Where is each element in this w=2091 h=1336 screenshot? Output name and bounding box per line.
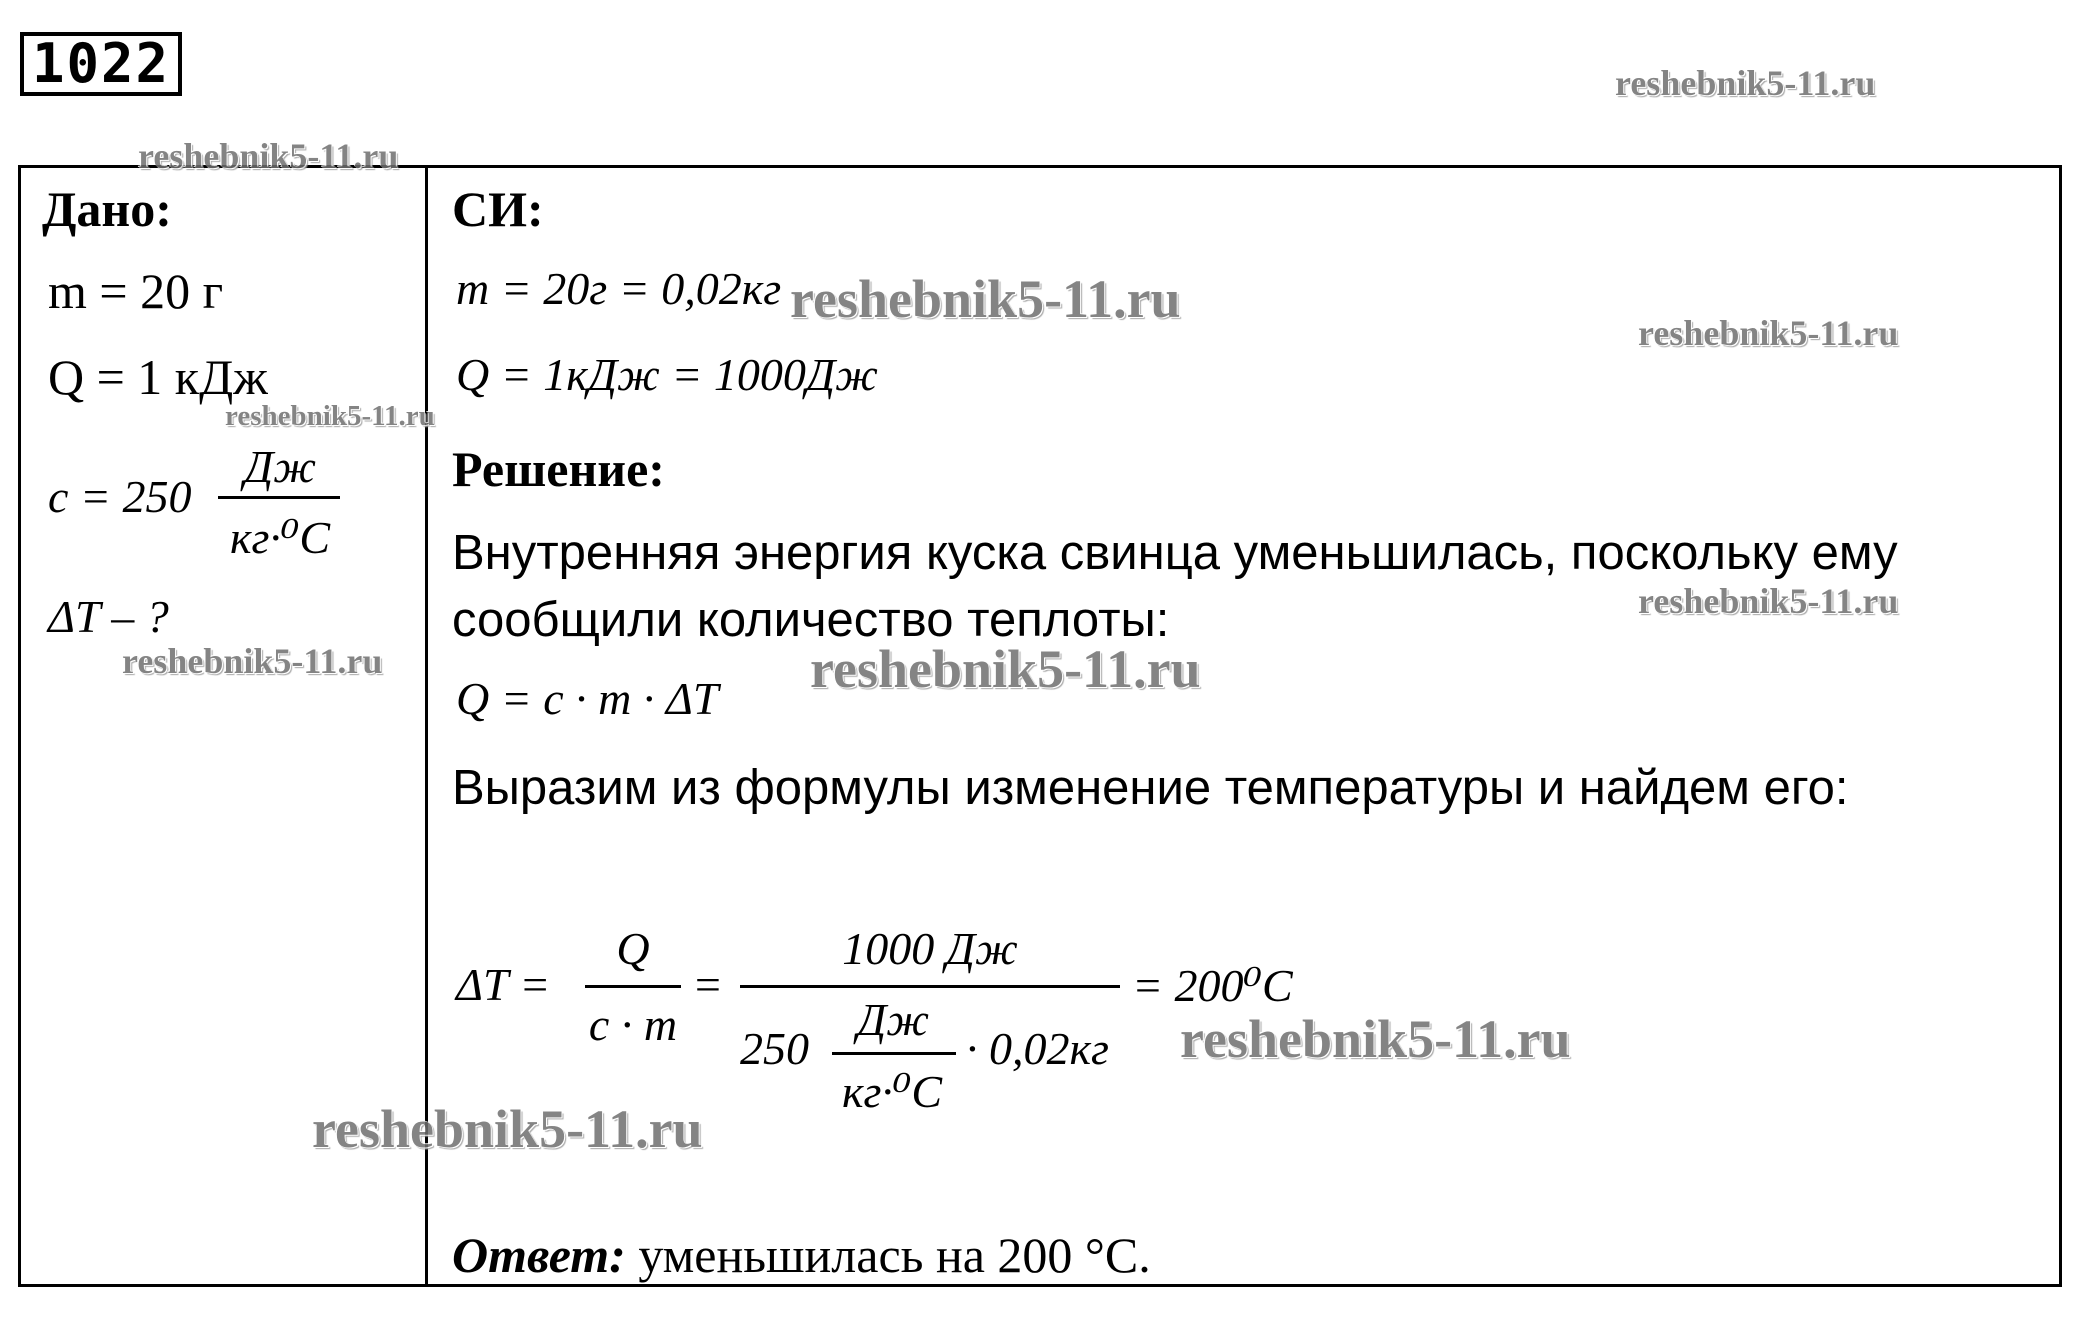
- watermark: reshebnik5-11.ru: [1638, 581, 1899, 621]
- watermark: reshebnik5-11.ru: [790, 269, 1181, 329]
- solution-frame: [18, 165, 2062, 1287]
- solution-text-line2: сообщили количество теплоты:: [452, 593, 1170, 647]
- solution-formula-heat: Q = c · m · ΔT: [456, 673, 719, 724]
- given-mass: m = 20 г: [48, 263, 224, 319]
- equation-result: = 200⁰C: [1132, 960, 1293, 1011]
- equation-equals: =: [692, 959, 724, 1010]
- equation-fraction2-den-unit-bar: [832, 1052, 956, 1055]
- equation-fraction1-denominator: c · m: [588, 999, 678, 1050]
- given-heat: Q = 1 кДж: [48, 349, 268, 405]
- watermark: reshebnik5-11.ru: [1638, 313, 1899, 353]
- equation-fraction2-numerator: 1000 Дж: [842, 923, 1018, 974]
- column-divider: [425, 165, 428, 1287]
- watermark: reshebnik5-11.ru: [1180, 1009, 1571, 1069]
- problem-number: 1022: [20, 32, 182, 96]
- given-capacity-prefix: c = 250: [48, 471, 192, 522]
- solution-text-line1: Внутренняя энергия куска свинца уменьшилась, поскольку ему: [452, 526, 1898, 580]
- given-heading: Дано:: [42, 181, 172, 237]
- given-capacity-fraction-bar: [218, 496, 340, 499]
- given-capacity-unit-num: Дж: [243, 441, 317, 492]
- equation-fraction2-den-suffix: · 0,02кг: [966, 1023, 1109, 1074]
- equation-fraction2-den-unit-num: Дж: [856, 994, 930, 1045]
- watermark: reshebnik5-11.ru: [225, 400, 435, 432]
- given-unknown: ΔT – ?: [48, 591, 169, 642]
- watermark: reshebnik5-11.ru: [138, 136, 399, 176]
- watermark: reshebnik5-11.ru: [122, 641, 383, 681]
- equation-fraction2-bar: [740, 985, 1120, 988]
- watermark: reshebnik5-11.ru: [1615, 63, 1876, 103]
- equation-fraction2-den-prefix: 250: [740, 1023, 809, 1074]
- si-heat: Q = 1кДж = 1000Дж: [456, 349, 878, 400]
- answer-line: [452, 1226, 1151, 1284]
- answer-label: Ответ:: [452, 1227, 626, 1283]
- answer-text: уменьшилась на 200 °C.: [625, 1227, 1151, 1283]
- solution-text-line3: Выразим из формулы изменение температуры и найдем его:: [452, 761, 1849, 815]
- si-heading: СИ:: [452, 181, 544, 237]
- watermark: reshebnik5-11.ru: [810, 639, 1201, 699]
- watermark: reshebnik5-11.ru: [312, 1099, 703, 1159]
- equation-fraction1-bar: [585, 985, 681, 988]
- solution-heading: Решение:: [452, 441, 665, 497]
- equation-fraction1-numerator: Q: [616, 923, 650, 974]
- equation-fraction2-den-unit-den: кг·⁰C: [841, 1066, 943, 1117]
- equation-lhs: ΔT =: [456, 959, 551, 1010]
- given-capacity-unit-den: кг·⁰C: [229, 512, 331, 563]
- si-mass: m = 20г = 0,02кг: [456, 263, 782, 314]
